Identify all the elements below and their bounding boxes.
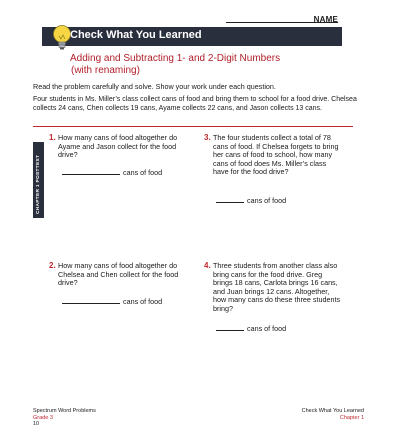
subtitle-line-1: Adding and Subtracting 1- and 2-Digit Numbers: [70, 53, 281, 64]
page-title: Check What You Learned: [70, 29, 202, 41]
answer-1: [62, 168, 162, 177]
footer-right: [302, 408, 364, 421]
answer-suffix: cans of food: [123, 168, 163, 177]
lightbulb-icon: [52, 24, 72, 52]
question-text: Three students from another class also bring cans for the food drive. Greg brings 18 cans, Carlota brings 16 cans, and Juan brings 12 cans. Altogether, how many cans do these three students bring?: [213, 261, 341, 313]
question-1: [49, 133, 188, 160]
answer-2: [62, 297, 162, 306]
footer-left: [33, 408, 96, 428]
answer-suffix: cans of food: [247, 324, 287, 333]
answer-blank[interactable]: [62, 174, 120, 175]
question-4: [204, 261, 343, 314]
question-number: 2.: [49, 261, 56, 270]
question-number: 4.: [204, 261, 211, 270]
footer-chapter: Chapter 1: [339, 414, 364, 421]
answer-blank[interactable]: [62, 303, 120, 304]
question-text: How many cans of food altogether do Chelsea and Chen collect for the food drive?: [58, 261, 179, 288]
question-text: The four students collect a total of 78 cans of food. If Chelsea forgets to bring her cans of food to school, how many cans of food does Ms. Miller’s class have for the food drive?: [213, 133, 339, 177]
footer-section: Check What You Learned: [301, 408, 364, 414]
problem-passage: Four students in Ms. Miller’s class collect cans of food and bring them to school for a food drive. Chelsea collects 24 cans, Chen collects 19 cans, Ayame collects 22 cans, and Jason collects 13 cans.: [33, 96, 357, 112]
answer-suffix: cans of food: [123, 297, 163, 306]
answer-blank[interactable]: [216, 330, 244, 331]
question-2: [49, 261, 188, 288]
name-input-line[interactable]: [226, 22, 338, 23]
lesson-subtitle: [70, 53, 350, 77]
footer-grade: Grade 3: [33, 414, 53, 421]
chapter-side-tab-label: CHAPTER 1 POSTTEST: [36, 154, 41, 214]
footer-book-title: Spectrum Word Problems: [33, 408, 96, 414]
answer-blank[interactable]: [216, 202, 244, 203]
instructions: Read the problem carefully and solve. Show your work under each question.: [33, 82, 276, 91]
question-number: 1.: [49, 133, 56, 142]
answer-suffix: cans of food: [247, 196, 287, 205]
answer-3: [216, 196, 286, 205]
question-number: 3.: [204, 133, 211, 142]
divider-rule: [33, 126, 353, 127]
name-label-text: NAME: [313, 15, 338, 24]
answer-4: [216, 324, 286, 333]
footer-page-number: 10: [33, 421, 40, 428]
question-text: How many cans of food altogether do Ayame and Jason collect for the food drive?: [58, 133, 178, 160]
question-3: [204, 133, 343, 177]
subtitle-line-2: (with renaming): [71, 65, 140, 76]
